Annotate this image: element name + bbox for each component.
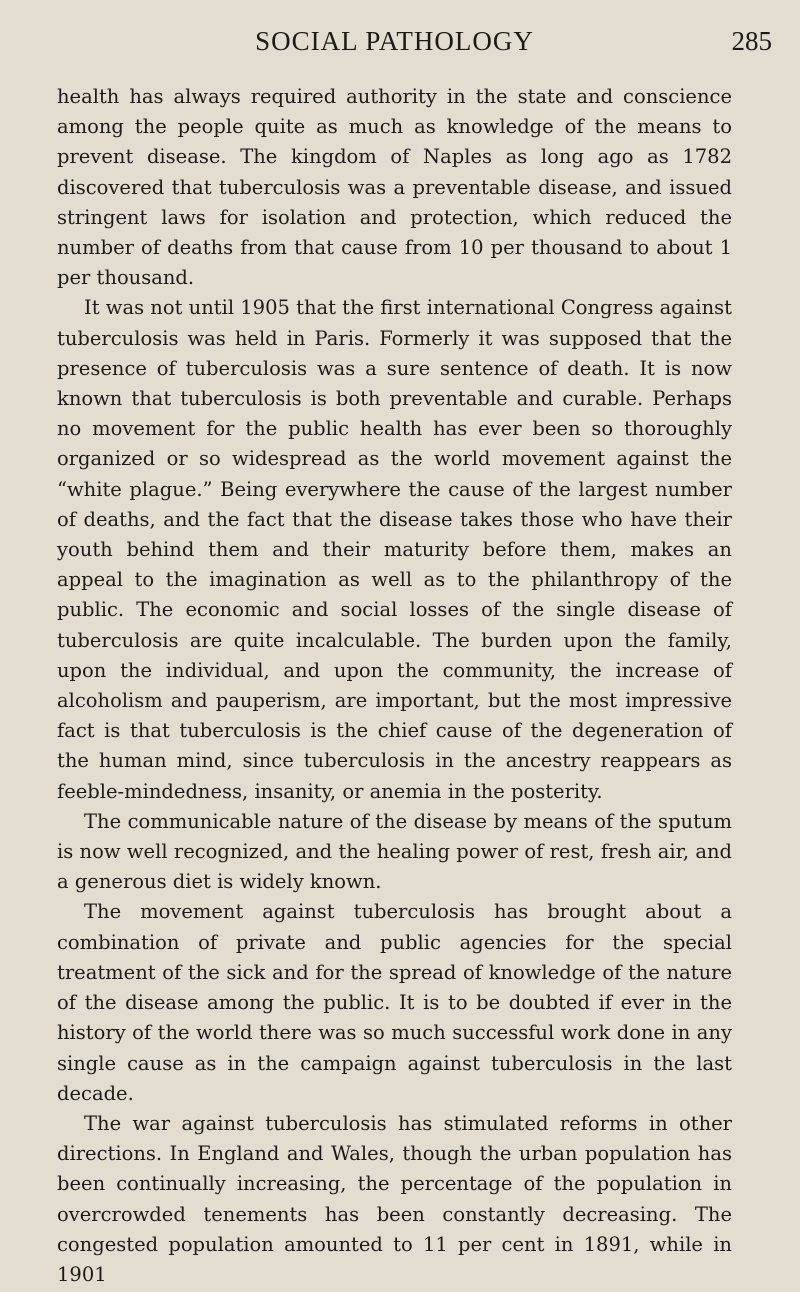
- running-head: [57, 0, 772, 74]
- paragraph-movement-against-tuberculosis: The movement against tuberculosis has brought about a combination of private and public agencies for the special treatment of the sick and for the spread of knowledge of the nature of the disease among the public. It is to be doubted if ever in the history of the world there was so much successful work done in any single cause as in the campaign against tuberculosis in the last decade.: [57, 900, 732, 1105]
- running-title: SOCIAL PATHOLOGY: [255, 26, 534, 56]
- paragraph-war-against-tuberculosis: The war against tuberculosis has stimulated reforms in other directions. In England and Wales, though the urban population has been continually increasing, the percentage of the population in overcrowded tenements has been constantly decreasing. The congested population amounted to 11 per cent in 1891, while in 1901: [57, 1111, 732, 1286]
- paragraph-tuberculosis-congress: It was not until 1905 that the first international Congress against tuberculosis was held in Paris. Formerly it was supposed that the presence of tuberculosis was a sure sentence of death. It is now known that tuberculosis is both preventable and curable. Perhaps no movement for the public health has ever been so thoroughly organized or so widespread as the world movement against the “white plague.” Being everywhere the cause of the largest number of deaths, and the fact that the disease takes those who have their youth behind them and their maturity before them, makes an appeal to the imagination as well as to the philanthropy of the public. The economic and social losses of the single disease of tuberculosis are quite incalculable. The burden upon the family, upon the individual, and upon the community, the increase of alcoholism and pauperism, are important, but the most impressive fact is that tuberculosis is the chief cause of the degeneration of the human mind, since tuberculosis in the ancestry reappears as feeble-mindedness, insanity, or anemia in the posterity.: [57, 296, 732, 803]
- paragraph-continuation: health has always required authority in the state and conscience among the people quite as much as knowledge of the means to prevent disease. The kingdom of Naples as long ago as 1782 discovered that tuberculosis was a preventable disease, and issued stringent laws for isolation and protection, which reduced the number of deaths from that cause from 10 per thousand to about 1 per thousand.: [57, 85, 732, 290]
- page-number: 285: [731, 26, 772, 56]
- paragraph-communicable-nature: The communicable nature of the disease by means of the sputum is now well recognized, and the healing power of rest, fresh air, and a generous diet is widely known.: [57, 809, 732, 894]
- body-text: [57, 82, 732, 1290]
